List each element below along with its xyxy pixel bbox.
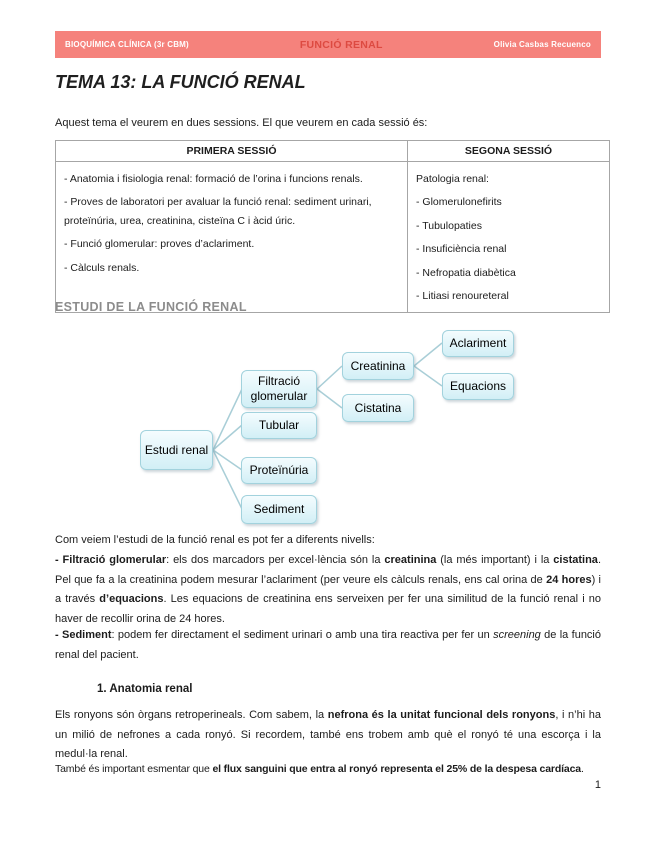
diagram-node-equacions: Equacions	[442, 373, 514, 400]
header-bar	[55, 31, 601, 58]
list-item: - Càlculs renals.	[64, 261, 140, 274]
header-course-name: BIOQUÍMICA CLÍNICA (3r CBM)	[65, 40, 189, 49]
page-number: 1	[594, 779, 601, 791]
list-item: - Litiasi renoureteral	[416, 289, 509, 302]
diagram-connector-lines	[0, 326, 655, 531]
text-segment: screening	[493, 629, 541, 641]
diagram-node-proteinuria: Proteïnúria	[241, 457, 317, 484]
diagram-node-estudi-renal: Estudi renal	[140, 430, 213, 470]
header-author-name: Olivia Casbas Recuenco	[493, 40, 591, 49]
text-segment: (la més important) i la	[436, 554, 554, 566]
section-heading-estudi: ESTUDI DE LA FUNCIÓ RENAL	[55, 300, 247, 314]
paragraph-filtracio-glomerular	[55, 551, 601, 629]
table-row	[56, 162, 610, 313]
paragraph-nivells: Com veiem l’estudi de la funció renal es pot fer a diferents nivells:	[55, 534, 375, 546]
text-segment: , i n’hi ha un milió de nefrones a cada ronyó. Si recordem, també ens trobem amb què el ronyó té una escorça i la medul·la renal.	[55, 709, 601, 760]
page-title: TEMA 13: LA FUNCIÓ RENAL	[55, 72, 306, 92]
list-item: - Insuficiència renal	[416, 243, 507, 256]
intro-text: Aquest tema el veurem en dues sessions. El que veurem en cada sessió és:	[55, 117, 428, 129]
text-segment: nefrona és la unitat funcional dels ronyons	[327, 709, 556, 721]
text-segment: . Les equacions de creatinina ens serveixen per fer una similitud de la funció renal i no haver de recollir orina de 24 hores.	[55, 593, 601, 625]
text-segment: . Pel que fa a la creatinina podem mesurar l’aclariment (per veure els càlculs renals, ens cal orina de	[55, 554, 601, 586]
text-segment: d’equacions	[99, 593, 164, 605]
text-segment: el flux sanguini que entra al ronyó representa el 25% de la despesa cardíaca	[212, 763, 581, 775]
text-segment: 24 hores	[546, 573, 592, 586]
text-segment: També és important esmentar que	[55, 763, 213, 775]
list-item: - Nefropatia diabètica	[416, 266, 516, 279]
list-intro: Patologia renal:	[416, 173, 489, 185]
renal-study-diagram	[0, 326, 655, 531]
header-document-title: FUNCIÓ RENAL	[299, 38, 383, 51]
list-item: - Tubulopaties	[416, 219, 482, 232]
diagram-node-cistatina: Cistatina	[342, 394, 414, 422]
paragraph-ronyons	[55, 706, 601, 765]
table-header-primera-sessio: PRIMERA SESSIÓ	[56, 141, 408, 162]
text-segment: .	[580, 763, 584, 775]
diagram-node-tubular: Tubular	[241, 412, 317, 439]
text-segment: ) i a través	[55, 573, 602, 605]
text-segment: de la funció renal del pacient.	[55, 629, 601, 661]
text-segment: Els ronyons són òrgans retroperineals. Com sabem, la	[55, 709, 328, 721]
text-segment: : els dos marcadors per excel·lència són la	[166, 554, 385, 566]
paragraph-flux-sanguini	[55, 760, 601, 780]
text-segment: - Sediment	[55, 629, 112, 641]
list-item: - Proves de laboratori per avaluar la funció renal: sediment urinari, proteïnúria, urea, creatinina, cisteïna C i àcid úric.	[64, 196, 372, 227]
list-item: - Anatomia i fisiologia renal: formació de l’orina i funcions renals.	[64, 173, 363, 185]
table-cell-primera-sessio	[56, 162, 408, 313]
text-segment: creatinina	[384, 554, 437, 566]
list-item: - Glomerulonefirits	[416, 196, 502, 209]
text-segment: cistatina	[553, 554, 598, 566]
diagram-node-sediment: Sediment	[241, 495, 317, 524]
heading-anatomia-renal: 1. Anatomia renal	[97, 683, 193, 695]
table-cell-segona-sessio	[408, 162, 610, 313]
table-header-segona-sessio: SEGONA SESSIÓ	[408, 141, 610, 162]
list-item: - Funció glomerular: proves d’aclariment.	[64, 238, 255, 251]
diagram-node-aclariment: Aclariment	[442, 330, 514, 357]
sessions-table	[55, 140, 610, 313]
diagram-node-filtracio-glomerular: Filtració glomerular	[241, 370, 317, 408]
text-segment: : podem fer directament el sediment urinari o amb una tira reactiva per fer un	[111, 629, 494, 641]
text-segment: - Filtració glomerular	[55, 554, 167, 566]
paragraph-sediment	[55, 626, 601, 665]
diagram-node-creatinina: Creatinina	[342, 352, 414, 380]
